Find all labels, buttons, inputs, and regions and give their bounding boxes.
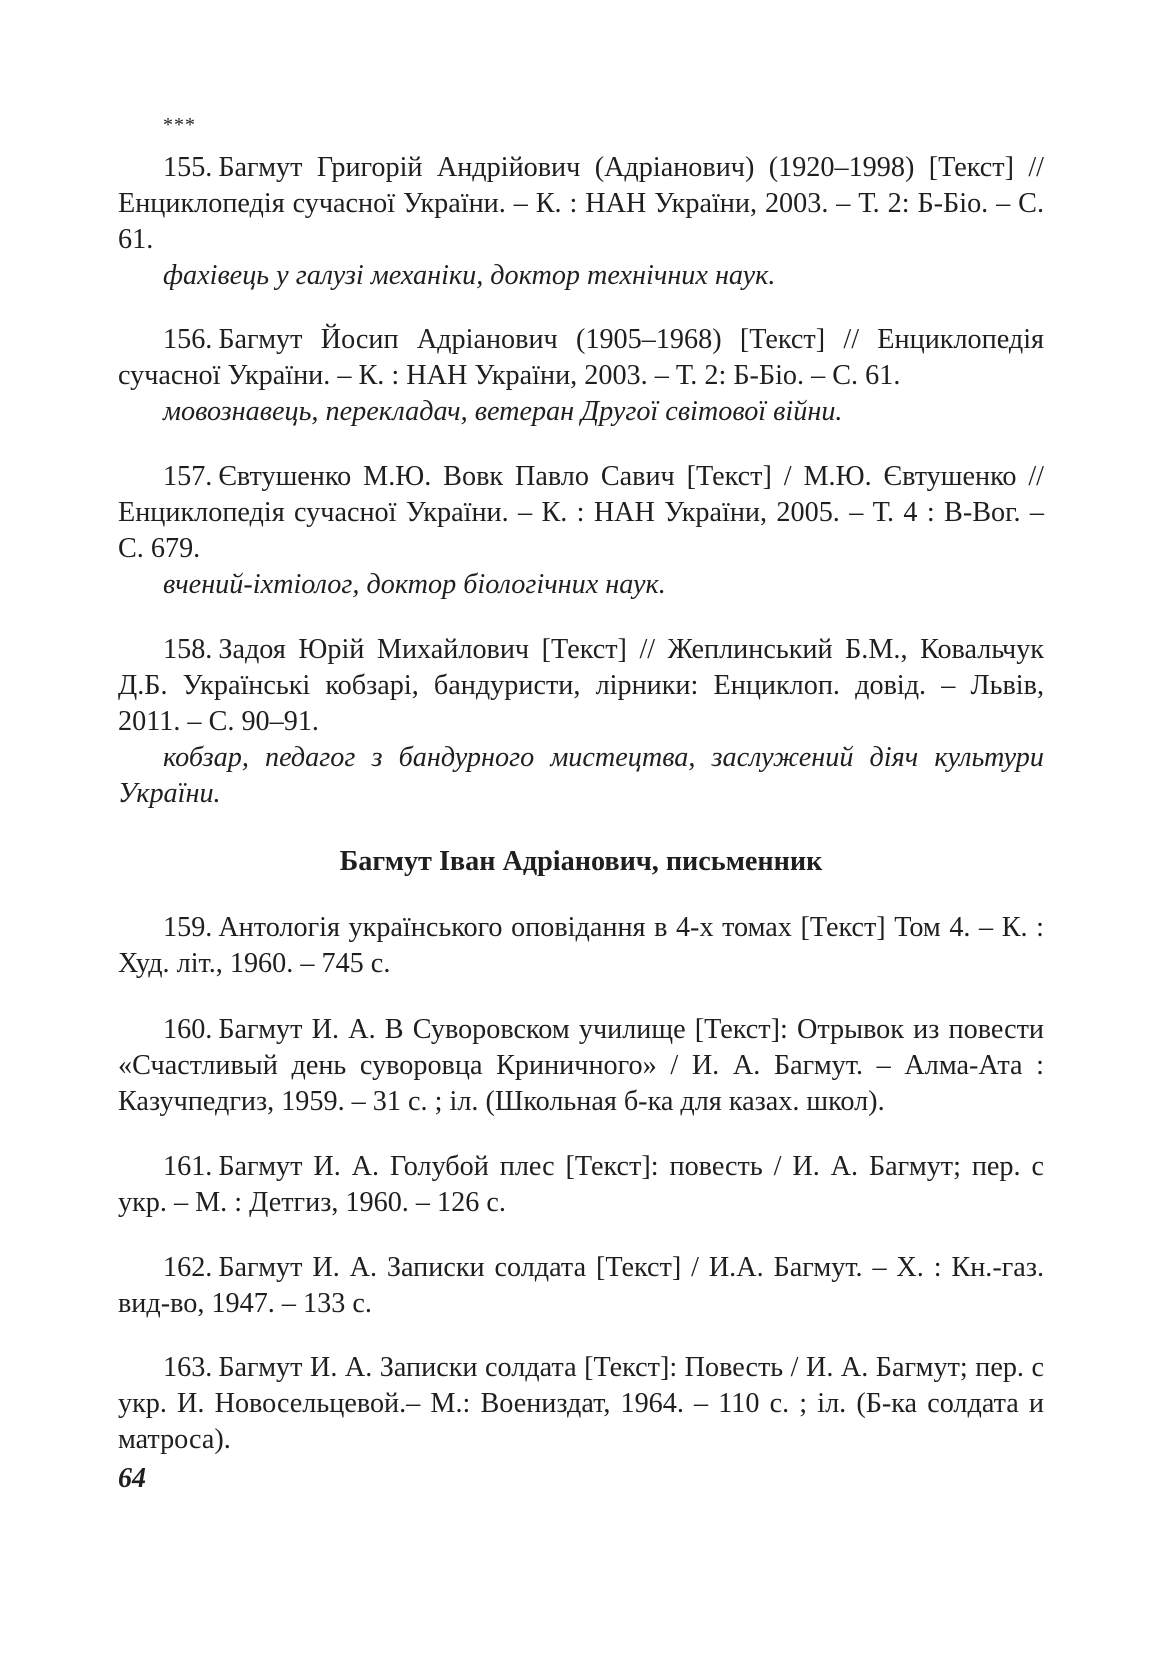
entry-text: Багмут Йосип Адріанович (1905–1968) [Текст] // Енциклопедія сучасної України. – К. : НАН України, 2003. – Т. 2: Б-Біо. – С. 61. (118, 324, 1044, 391)
entry-citation (118, 459, 1044, 567)
bibliography-entry-158 (118, 632, 1044, 812)
entry-citation (118, 632, 1044, 740)
entry-citation (118, 322, 1044, 394)
entry-number: 155. (163, 152, 213, 183)
entry-citation (118, 1149, 1044, 1221)
bibliography-entry-160 (118, 1012, 1044, 1120)
entry-number: 157. (163, 461, 213, 492)
entry-text: Євтушенко М.Ю. Вовк Павло Савич [Текст] / М.Ю. Євтушенко // Енциклопедія сучасної України. – К. : НАН України, 2005. – Т. 4 : В-Вог. – С. 679. (118, 461, 1044, 564)
entry-text: Багмут И. А. Записки солдата [Текст] / И.А. Багмут. – Х. : Кн.-газ. вид-во, 1947. – 133 с. (118, 1252, 1044, 1319)
section-heading: Багмут Іван Адріанович, письменник (339, 846, 823, 877)
entry-citation (118, 1350, 1044, 1458)
bibliography-entry-162 (118, 1250, 1044, 1322)
entry-text: Багмут И. А. Голубой плес [Текст]: повесть / И. А. Багмут; пер. с укр. – М. : Детгиз, 1960. – 126 с. (118, 1151, 1044, 1218)
bibliography-entry-163 (118, 1350, 1044, 1458)
entry-number: 161. (163, 1151, 213, 1182)
entry-number: 156. (163, 324, 213, 355)
entry-annotation: вчений-іхтіолог, доктор біологічних наук. (163, 569, 666, 600)
entry-number: 159. (163, 912, 213, 943)
entry-number: 160. (163, 1014, 213, 1045)
entry-citation (118, 1012, 1044, 1120)
document-page (118, 0, 1044, 1654)
entry-citation (118, 910, 1044, 982)
entry-citation (118, 150, 1044, 258)
bibliography-entry-156 (118, 322, 1044, 430)
entry-annotation: кобзар, педагог з бандурного мистецтва, заслужений діяч культури України. (118, 742, 1044, 809)
entry-number: 163. (163, 1352, 213, 1383)
entry-number: 162. (163, 1252, 213, 1283)
bibliography-entry-155 (118, 150, 1044, 294)
bibliography-entry-157 (118, 459, 1044, 603)
entry-citation (118, 1250, 1044, 1322)
entry-text: Багмут И. А. Записки солдата [Текст]: Повесть / И. А. Багмут; пер. с укр. И. Новосельцевой.– М.: Воениздат, 1964. – 110 с. ; іл. (Б-ка солдата и матроса). (118, 1352, 1044, 1455)
page-number: 64 (118, 1463, 146, 1494)
bibliography-entry-159 (118, 910, 1044, 982)
entry-number: 158. (163, 634, 213, 665)
entry-text: Багмут И. А. В Суворовском училище [Текст]: Отрывок из повести «Счастливый день суворовца Криничного» / И. А. Багмут. – Алма-Ата : Казучпедгиз, 1959. – 31 с. ; іл. (Школьная б-ка для казах. школ). (118, 1014, 1044, 1117)
entry-text: Багмут Григорій Андрійович (Адріанович) (1920–1998) [Текст] // Енциклопедія сучасної України. – К. : НАН України, 2003. – Т. 2: Б-Біо. – С. 61. (118, 152, 1044, 255)
entry-text: Антологія українського оповідання в 4-х томах [Текст] Том 4. – К. : Худ. літ., 1960. – 745 с. (118, 912, 1044, 979)
entry-text: Задоя Юрій Михайлович [Текст] // Жеплинський Б.М., Ковальчук Д.Б. Українські кобзарі, бандуристи, лірники: Енциклоп. довід. – Львів, 2011. – С. 90–91. (118, 634, 1044, 737)
entry-annotation: мовознавець, перекладач, ветеран Другої світової війни. (163, 396, 843, 427)
entry-annotation: фахівець у галузі механіки, доктор технічних наук. (163, 260, 776, 291)
bibliography-entry-161 (118, 1149, 1044, 1221)
section-separator: *** (163, 114, 196, 136)
